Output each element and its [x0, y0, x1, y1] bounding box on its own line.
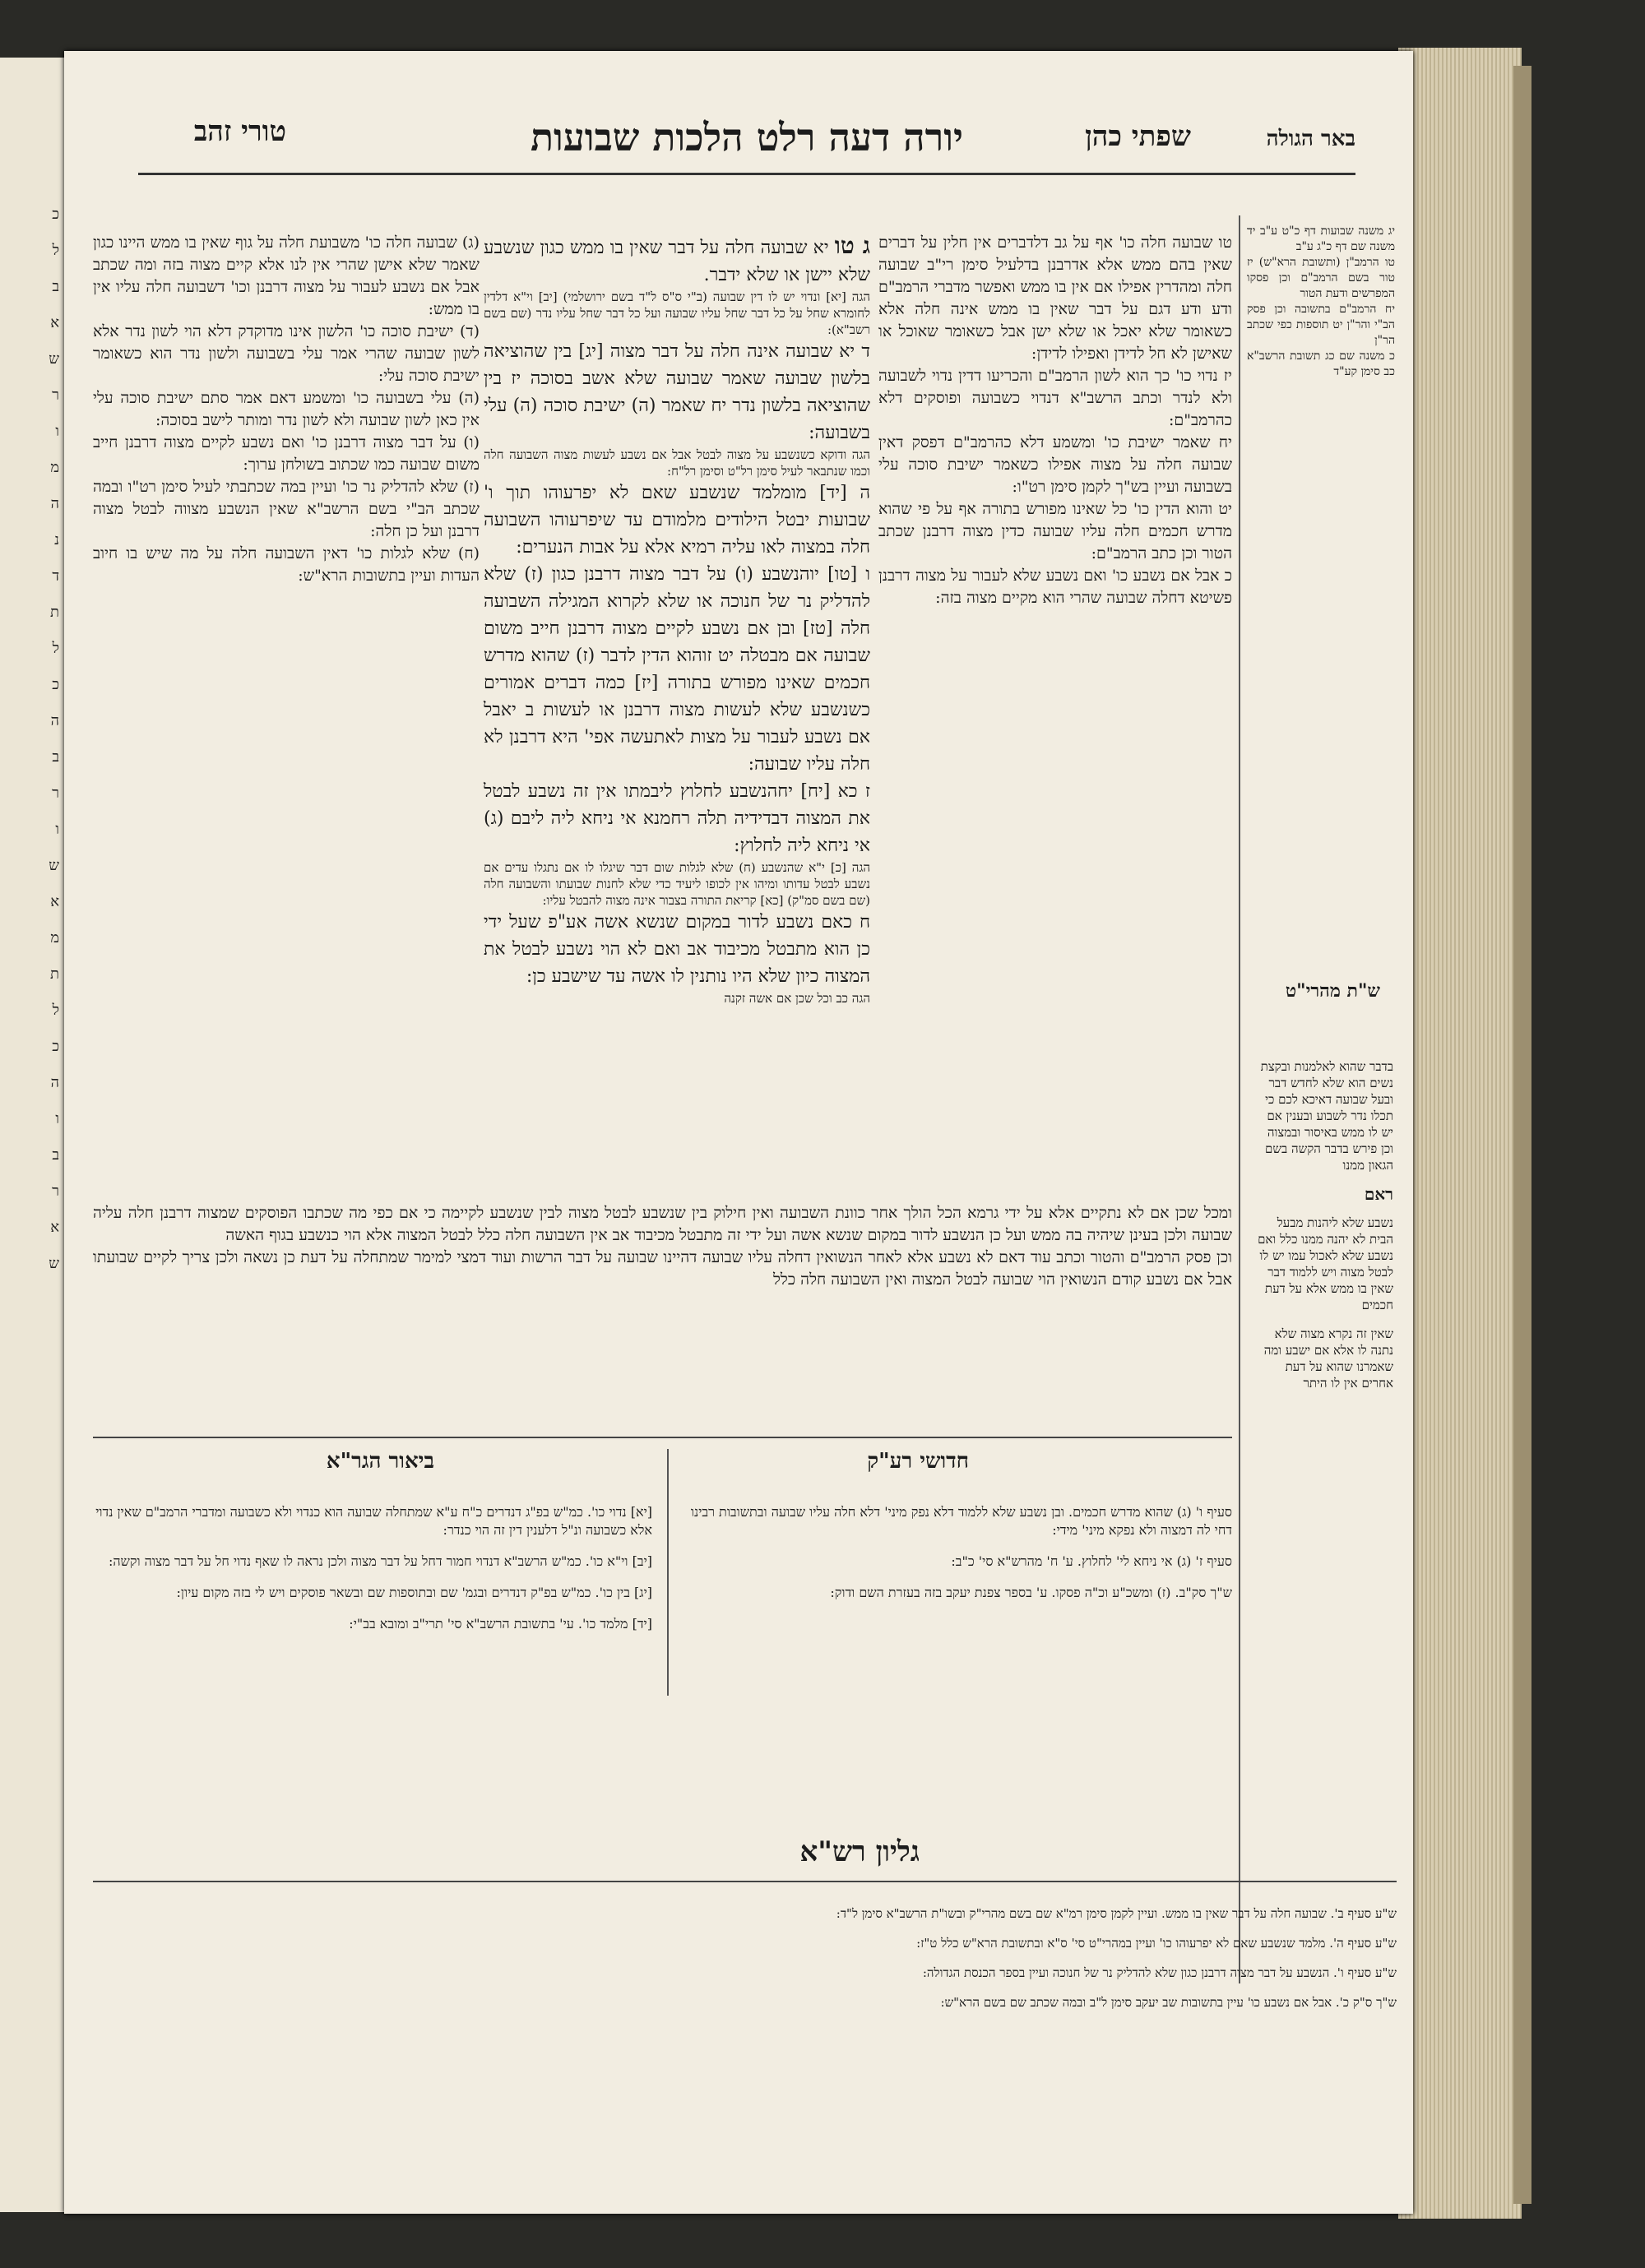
header-taz: טורי זהב — [193, 115, 286, 148]
shach-note: יט והוא הדין כו' כל שאינו מפורש בתורה אף על פי שהוא מדרש חכמים חלה עליו שבועה כדין מצוה דרבנן שכתב הטור וכן כתב הרמב"ם: — [878, 500, 1232, 562]
left-page-fragment: ב — [52, 748, 59, 766]
left-page-fragment: ה — [50, 712, 59, 729]
lower-paragraph: וכן פסק הרמב"ם והטור וכתב עוד דאם לא נשבע אלא לאחר הנשואין דחלה עליו שבועה דהיינו שבועה על דבר הרשות ועוד דמצי למימר שמתחלה על דעת כן נשאה ולכן צריך לקיים שבועתו אבל אם נשבע קודם הנשואין הוי שבועה לבטל המצוה ואין השבועה חלה כלל — [93, 1248, 1232, 1289]
biur-column — [93, 1490, 652, 1646]
left-page-fragment: ב — [52, 278, 59, 295]
side-commentary-column — [1253, 1046, 1393, 1404]
left-page-fragment: מ — [50, 459, 59, 476]
column-divider — [667, 1449, 669, 1696]
biur-note: [יג] בין כו'. כמ"ש בפ"ק דנדרים ובגמ' שם ובתוספות שם ובשאר פוסקים ויש לי בזה מקום עיון: — [176, 1585, 652, 1600]
taz-note: (ה) עלי בשבועה כו' ומשמע דאם אמר סתם ישיבת סוכה עלי אין כאן לשון שבועה ולא לשון נדר ומותר לישב בסוכה: — [93, 389, 480, 429]
left-page-fragment: ל — [52, 242, 59, 259]
beer-note: יח הרמב"ם בתשובה וכן פסק הב"י והר"ן יט תוספות כפי שכתב הר"ן — [1247, 303, 1395, 347]
column-divider — [1239, 215, 1240, 1983]
taz-note: (ו) על דבר מצוה דרבנן כו' ואם נשבע לקיים מצוה דרבנן חייב משום שבועה כמו שכתוב בשולחן ערוך: — [93, 433, 480, 474]
left-page-fragment: ו — [55, 821, 59, 838]
main-paragraph: ז כא [יח] יחהנשבע לחלוץ ליבמתו אין זה נשבע לבטל את המצוה דבדידיה תלה רחמנא אי ניחא ליה ליבם (ג) אי ניחא ליה לחלוץ: — [484, 781, 870, 856]
left-page-fragment: כ — [52, 1038, 59, 1055]
glion-note: ש"ע סעיף ה'. מלמד שנשבע שאם לא יפרעוהו כו' ועיין במהרי"ט סי' ס"א ובתשובת הרא"ש כלל ט"ז: — [916, 1936, 1397, 1951]
beer-note: כ משנה שם כג תשובת הרשב"א כב סימן קע"ד — [1247, 349, 1395, 378]
left-page-fragment: ה — [50, 495, 59, 512]
taz-note: (ז) שלא להדליק נר כו' ועיין במה שכתבתי לעיל סימן רט"ו ובמה שכתב הב"י בשם הרשב"א שאין הנשבע מצווה לבטל מצוה דרבנן ועל כן חלה: — [93, 478, 480, 540]
header-beer-hagolah: באר הגולה — [1266, 127, 1355, 151]
left-page-fragment: ב — [52, 1146, 59, 1164]
glion-note: ש"ע סעיף ב'. שבועה חלה על דבר שאין בו ממש. ועיין לקמן סימן רמ"א שם בשם מהרי"ק ובשו"ת הרשב"א סימן ל"ד: — [836, 1906, 1397, 1921]
book-page — [64, 51, 1413, 2214]
page-header — [138, 115, 1355, 173]
left-page-fragment: ש — [49, 350, 59, 368]
left-page-fragment: ת — [50, 965, 59, 983]
section-rule — [93, 1437, 1232, 1438]
header-rule — [138, 173, 1355, 175]
header-main-title: יורה דעה רלט הלכות שבועות — [530, 115, 964, 160]
glion-heading: גליון רש"א — [799, 1835, 920, 1868]
biur-note: [יב] וי"א כו'. כמ"ש הרשב"א דנדוי חמור דחל על דבר מצוה ולכן נראה לו שאף נדוי חל על דבר מצוה וקשה: — [108, 1553, 652, 1569]
left-page-fragment: א — [50, 314, 59, 331]
shach-note: טו שבועה חלה כו' אף על גב דלדברים אין חלין על דברים שאין בהם ממש אלא אדרבנן בדלעיל סימן רי"ב שבועה חלה ומהדרין אפילו אם אין בו ממש ואפשר מדברי הרמב"ם ודע ודע דגם על דבר שאין בו ממש אינה חלה אלא כשאומר שלא יאכל או שלא ישן אבל כשאומר שאוכל או שאישן לא חל לדידן ואפילו לדידן: — [878, 234, 1232, 363]
left-page-fragment: ל — [52, 1002, 59, 1019]
side-note: שאין זה נקרא מצוה שלא נתנה לו אלא אם ישבע ומה שאמרנו שהוא על דעת אחרים אין לו היתר — [1263, 1326, 1393, 1391]
haga-note: הגה [כ] י"א שהנשבע (ח) שלא לגלות שום דבר שיגלו לו אם נתגלו עדים אם נשבע לבטל עדותו ומיהו אין לכופו ליעיד כדי שלא לחנות שבועתו והשבועה חלה (שם בשם סמ"ק) [כא] קריאת התורה בצבור אינה מצוה להבטל עליו: — [484, 860, 870, 908]
left-page-fragment: ו — [55, 1110, 59, 1127]
left-page-fragment: כ — [52, 206, 59, 223]
main-paragraph: ה [יד] מומלמד שנשבע שאם לא יפרעוהו תוך ו' שבועות יבטל הילודים מלמודם עד שיפרעוהו השבועה חלה במצוה לאו עליה רמיא אלא על אבות הנערים: — [484, 483, 870, 558]
glion-column — [93, 1893, 1397, 2024]
left-page-fragment: מ — [50, 929, 59, 947]
glion-note: ש"ע סעיף ו'. הנשבע על דבר מצוה דרבנן כגון שלא להדליק נר של חנוכה ועיין בספר הכנסת הגדולה: — [922, 1965, 1397, 1980]
left-page-fragment: ר — [52, 386, 59, 404]
beer-hagolah-column — [1247, 224, 1395, 380]
left-page-fragment: ה — [50, 1074, 59, 1091]
taz-note: (ג) שבועה חלה כו' משבועת חלה על גוף שאין בו ממש היינו כגון שאמר שלא אישן שהרי אין לנו אלא קיים מצוה בזה ומה שכתב אבל אם נשבע לעבור על מצוה דרבנן וכו' דשבועה חלה עליו אין בו ממש: — [93, 234, 480, 318]
header-shach: שפתי כהן — [1085, 120, 1191, 153]
book-page-edges — [1398, 48, 1522, 2219]
chiddushei-heading: חדושי רע"ק — [867, 1449, 969, 1474]
shach-column — [878, 232, 1232, 609]
beer-note: יג משנה שבועות דף כ"ט ע"ב יד משנה שם דף כ"ג ע"ב — [1247, 224, 1395, 253]
left-page-fragment: א — [50, 1219, 59, 1236]
shach-note: כ אבל אם נשבע כו' ואם נשבע שלא לעבור על מצוה דרבנן פשיטא דחלה שבועה שהרי הוא מקיים מצוה בזה: — [878, 567, 1232, 607]
left-page-edge — [0, 58, 70, 2212]
beer-note: טו הרמב"ן (ותשובת הרא"ש) יז טור בשם הרמב"ם וכן פסקו המפרשים ודעת הטור — [1247, 256, 1395, 300]
side-label-raam: ראם — [1364, 1184, 1393, 1204]
taz-note: (ח) שלא לגלות כו' דאין השבועה חלה על מה שיש בו חיוב העדות ועיין בתשובות הרא"ש: — [93, 544, 480, 585]
main-paragraph: ו [טו] יוהנשבע (ו) על דבר מצוה דרבנן כגון (ז) שלא להדליק נר של חנוכה או שלא לקרוא המגילה השבועה חלה [טז] ובן אם נשבע לקיים מצוה דרבנן חייב משום שבועה אם מבטלה יט זוהוא הדין לדבר (ז) שהוא מדרש חכמים שאינו מפורש בתורה [יז] כמה דברים אמורים כשנשבע שלא לעשות מצוה דרבנן או לעשות ב יאבל אם נשבע לעבור על מצות לאתעשה אפי' היא דרבנן לא חלה עליו שבועה: — [484, 564, 870, 775]
left-page-fragment: ל — [52, 640, 59, 657]
side-note: נשבע שלא ליהנות מבעל הבית לא יהנה ממנו כלל ואם נשבע שלא לאכול עמו יש לו לבטל מצוה ויש ללמוד דבר שאין בו ממש אלא על דעת חכמים — [1258, 1215, 1393, 1312]
lower-commentary — [93, 1202, 1232, 1291]
side-label-shut: ש"ת מהרי"ט — [1285, 980, 1380, 1002]
shach-note: יז נדוי כו' כך הוא לשון הרמב"ם והכריעו דדין נדוי לשבועה ולא לנדר וכתב הרשב"א דנדוי כשבועה ופוסקים דלא כהרמב"ם: — [878, 367, 1232, 429]
left-page-fragment: א — [50, 893, 59, 910]
haga-note: הגה [יא] ונדוי יש לו דין שבועה (ב"י ס"ס ל"ד בשם ירושלמי) [יב] וי"א דלדין לחומרא שחל על כל דבר שחל עליו שבועה ועל כל דבר שחל עליו נדר (שם בשם רשב"א): — [484, 289, 870, 337]
taz-note: (ד) ישיבת סוכה כו' הלשון אינו מדוקדק דלא הוי לשון נדר אלא לשון שבועה שהרי אמר עלי בשבועה ולשון נדר הוא כשאומר ישיבת סוכה עלי: — [93, 322, 480, 385]
left-page-fragment: ד — [52, 567, 59, 585]
taz-column — [93, 232, 480, 587]
seif-marker: ג טו — [834, 232, 870, 259]
main-text-column — [484, 232, 870, 1007]
chiddushei-note: סעיף ז' (ג) אי ניחא לי' לחלוץ. ע' ח' מהרש"א סי' כ"ב: — [951, 1553, 1232, 1569]
shach-note: יח שאמר ישיבת כו' ומשמע דלא כהרמב"ם דפסק דאין שבועה חלה על מצוה אפילו כשאמר ישיבת סוכה עלי בשבועה ועיין בש"ך לקמן סימן רט"ו: — [878, 433, 1232, 496]
left-page-fragment: כ — [52, 676, 59, 693]
glion-note: ש"ך ס"ק כ'. אבל אם נשבע כו' עיין בתשובות שב יעקב סימן ל"ב ובמה שכתב שם בשם הרא"ש: — [940, 1995, 1397, 2010]
left-page-fragment: ש — [49, 1255, 59, 1272]
biur-note: [יד] מלמד כו'. עי' בתשובת הרשב"א סי' תרי"ב ומובא בב"י: — [349, 1616, 652, 1632]
left-page-fragment: ר — [52, 785, 59, 802]
biur-heading: ביאור הגר"א — [326, 1449, 434, 1474]
left-page-fragment: ו — [55, 423, 59, 440]
left-page-fragment: ש — [49, 857, 59, 874]
left-page-fragment: ר — [52, 1183, 59, 1200]
chiddushei-note: סעיף ו' (ג) שהוא מדרש חכמים. ובן נשבע שלא ללמוד דלא נפק מיני' דלא חלה עליו שבועה ובתשובות רבינו דחי לה דמצוה ולא נפקא מיני' מידי: — [690, 1504, 1232, 1538]
haga-note: הגה כב וכל שכן אם אשה זקנה — [724, 991, 870, 1006]
left-page-fragment: ת — [50, 604, 59, 621]
main-paragraph: ח כאם נשבע לדור במקום שנשא אשה אע"פ שעל ידי כן הוא מתבטל מכיבוד אב ואם לא הוי נשבע לבטל את המצוה כיון שלא היו נותנין לו אשה עד שישבע כן: — [484, 912, 870, 987]
section-rule — [93, 1881, 1397, 1882]
book-cover-edge — [1513, 66, 1531, 2204]
main-paragraph: יא שבועה חלה על דבר שאין בו ממש כגון שנשבע שלא יישן או שלא ידבר. — [484, 238, 870, 285]
main-paragraph: ד יא שבועה אינה חלה על דבר מצוה [יג] בין שהוציאה בלשון שבועה שאמר שבועה שלא אשב בסוכה יז בין שהוציאה בלשון נדר יח שאמר (ה) ישיבת סוכה (ה) עלי בשבועה: — [484, 341, 870, 443]
biur-note: [יא] נדוי כו'. כמ"ש בפ"ג דנדרים כ"ח ע"א שמתחלה שבועה הוא כנדוי ולא כשבועה ומדברי הרמב"ם שאין נדוי אלא כשבועה ונ"ל דלענין דין זה הוי כנדר: — [95, 1504, 652, 1538]
chiddushei-column — [681, 1490, 1232, 1615]
side-note: בדבר שהוא לאלמנות ובקצת נשים הוא שלא לחדש דבר ובעל שבועה דאיכא לכם כי תכלו נדר לשבוע ובענין אם יש לו ממש באיסור ובמצוה וכן פירש בדבר הקשה בשם הגאון ממנו — [1260, 1059, 1393, 1173]
lower-paragraph: ומכל שכן אם לא נתקיים אלא על ידי גרמא הכל הולך אחר כוונת השבועה ואין חילוק בין שנשבע לבטל מצוה לבין שנשבע לקיימה כי אם כפי מה שכתבו הפוסקים שמצוה דרבנן חלה עליה שבועה ולכן בעינן שיהיה בה ממש ועל כן הנשבע לדור במקום שנשא אשה ועל ידי זה מתבטל מכיבוד אב אין השבועה חלה כלל לבטל המצוה אלא הוי כנשבע בגוף האשה — [93, 1204, 1232, 1244]
haga-note: הגה ודוקא כשנשבע על מצוה לבטל אבל אם נשבע לעשות מצוה השבועה חלה וכמו שנתבאר לעיל סימן רל"ט וסימן רל"ח: — [484, 447, 870, 479]
chiddushei-note: ש"ך סק"ב. (ז) ומשכ"ע וכ"ה פסקו. ע' בספר צפנת יעקב בזה בעזרת השם ודוק: — [830, 1585, 1232, 1600]
left-page-fragment: נ — [54, 531, 59, 548]
